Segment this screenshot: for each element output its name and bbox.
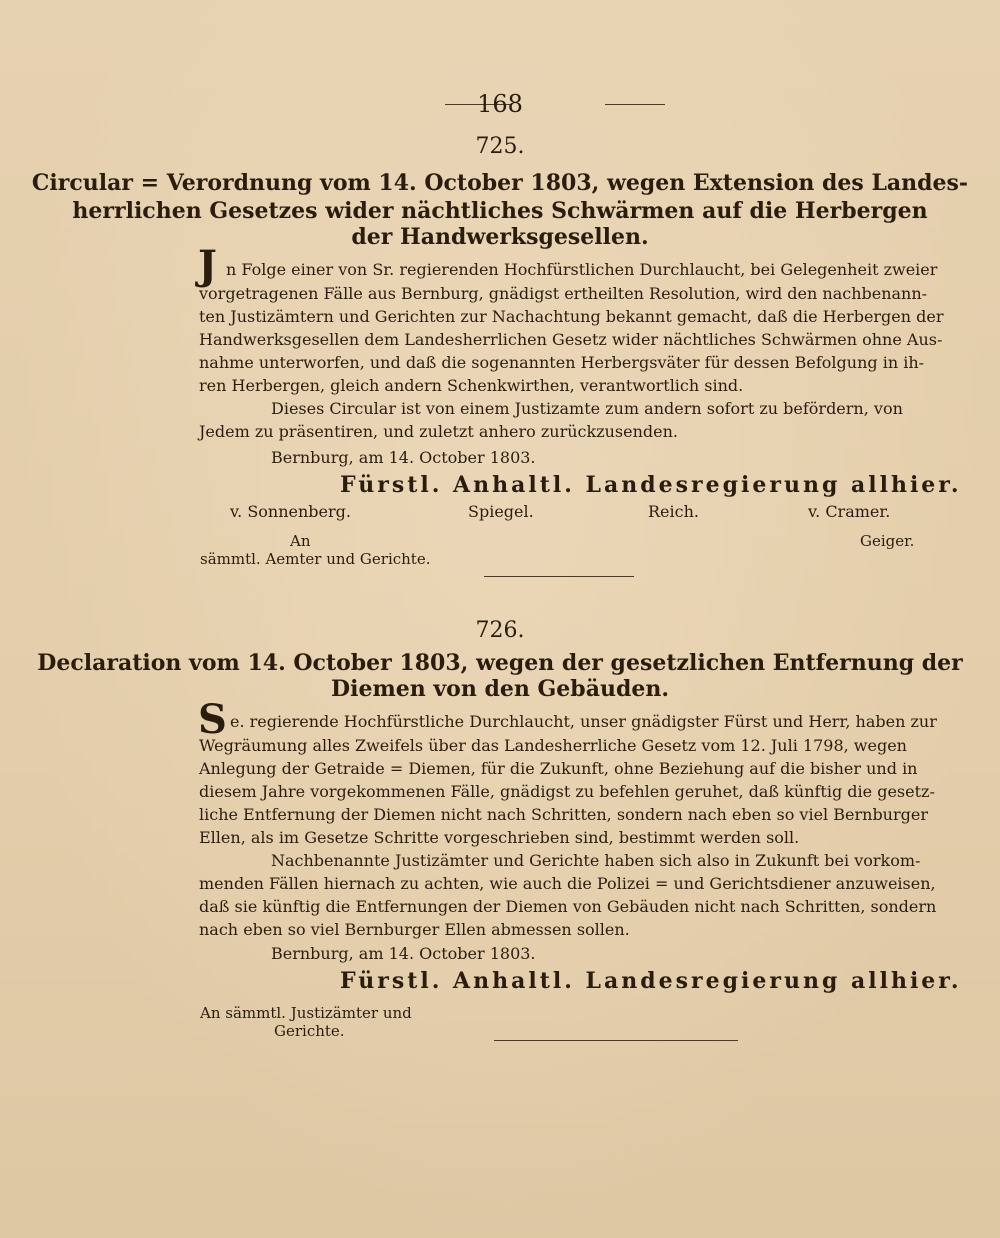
section-725-title-line-3: der Handwerksgesellen. [351,224,649,250]
section-726-body-line-5: liche Entfernung der Diemen nicht nach Schritten, sondern nach eben so viel Bernburger [199,805,928,824]
section-725-signature-2: Spiegel. [468,502,534,521]
section-divider [484,576,634,577]
section-725-signature-3: Reich. [648,502,699,521]
section-725-body-line-8: Jedem zu präsentiren, und zuletzt anhero zurückzusenden. [199,422,679,441]
section-725-place-date: Bernburg, am 14. October 1803. [271,448,536,467]
section-725-body-line-4: Handwerksgesellen dem Landesherrlichen Gesetz wider nächtliches Schwärmen ohne Aus- [199,330,943,349]
section-726-place-date: Bernburg, am 14. October 1803. [271,944,536,963]
section-726-body-line-8: menden Fällen hiernach zu achten, wie auch die Polizei = und Gerichtsdiener anzuweisen, [199,874,936,893]
section-726-authority: Fürstl. Anhaltl. Landesregierung allhier. [340,968,962,994]
section-726-body-line-3: Anlegung der Getraide = Diemen, für die Zukunft, ohne Beziehung auf die bisher und in [199,759,918,778]
section-725-dropcap: J [198,242,217,289]
page-number-rule-right [605,104,665,105]
section-726-address-line-1: An sämmtl. Justizämter und [200,1004,412,1022]
section-725-body-line-3: ten Justizämtern und Gerichten zur Nachachtung bekannt gemacht, daß die Herbergen der [199,307,944,326]
section-725-title-line-1: Circular = Verordnung vom 14. October 1803, wegen Extension des Landes- [31,170,969,196]
section-726-body-line-4: diesem Jahre vorgekommenen Fälle, gnädigst zu befehlen geruhet, daß künftig die gesetz- [199,782,935,801]
section-726-title-line-2: Diemen von den Gebäuden. [331,676,669,702]
section-726-address-line-2: Gerichte. [274,1022,345,1040]
section-726-body-line-7: Nachbenannte Justizämter und Gerichte haben sich also in Zukunft bei vorkom- [271,851,921,870]
section-725-signature-4: v. Cramer. [808,502,891,521]
section-725-address-line-1: An [290,532,311,550]
section-726-body-line-2: Wegräumung alles Zweifels über das Landesherrliche Gesetz vom 12. Juli 1798, wegen [199,736,907,755]
end-rule [494,1040,738,1041]
section-725-body-line-5: nahme unterworfen, und daß die sogenannten Herbergsväter für dessen Befolgung in ih- [199,353,925,372]
section-725-body-line-2: vorgetragenen Fälle aus Bernburg, gnädigst ertheilten Resolution, wird den nachbenann- [199,284,928,303]
section-726-body-line-1: e. regierende Hochfürstliche Durchlaucht, unser gnädigster Fürst und Herr, haben zur [230,712,937,731]
section-726-body-line-10: nach eben so viel Bernburger Ellen abmessen sollen. [199,920,630,939]
section-725-body-line-7: Dieses Circular ist von einem Justizamte zum andern sofort zu befördern, von [271,399,903,418]
section-726-body-line-6: Ellen, als im Gesetze Schritte vorgeschrieben sind, bestimmt werden soll. [199,828,800,847]
section-725-address-line-2: sämmtl. Aemter und Gerichte. [200,550,431,568]
section-725-number: 725. [475,134,525,159]
page-number: 168 [477,90,523,118]
section-726-dropcap: S [198,696,227,743]
section-726-body-line-9: daß sie künftig die Entfernungen der Diemen von Gebäuden nicht nach Schritten, sondern [199,897,937,916]
section-726-title-line-1: Declaration vom 14. October 1803, wegen der gesetzlichen Entfernung der [37,650,963,676]
section-725-signature-1: v. Sonnenberg. [230,502,351,521]
section-726-number: 726. [475,618,525,643]
section-725-signature-extra: Geiger. [860,532,915,550]
section-725-authority: Fürstl. Anhaltl. Landesregierung allhier. [340,472,962,498]
section-725-body-line-6: ren Herbergen, gleich andern Schenkwirthen, verantwortlich sind. [199,376,744,395]
section-725-title-line-2: herrlichen Gesetzes wider nächtliches Schwärmen auf die Herbergen [72,198,928,224]
section-725-body-line-1: n Folge einer von Sr. regierenden Hochfürstlichen Durchlaucht, bei Gelegenheit zweier [226,260,938,279]
